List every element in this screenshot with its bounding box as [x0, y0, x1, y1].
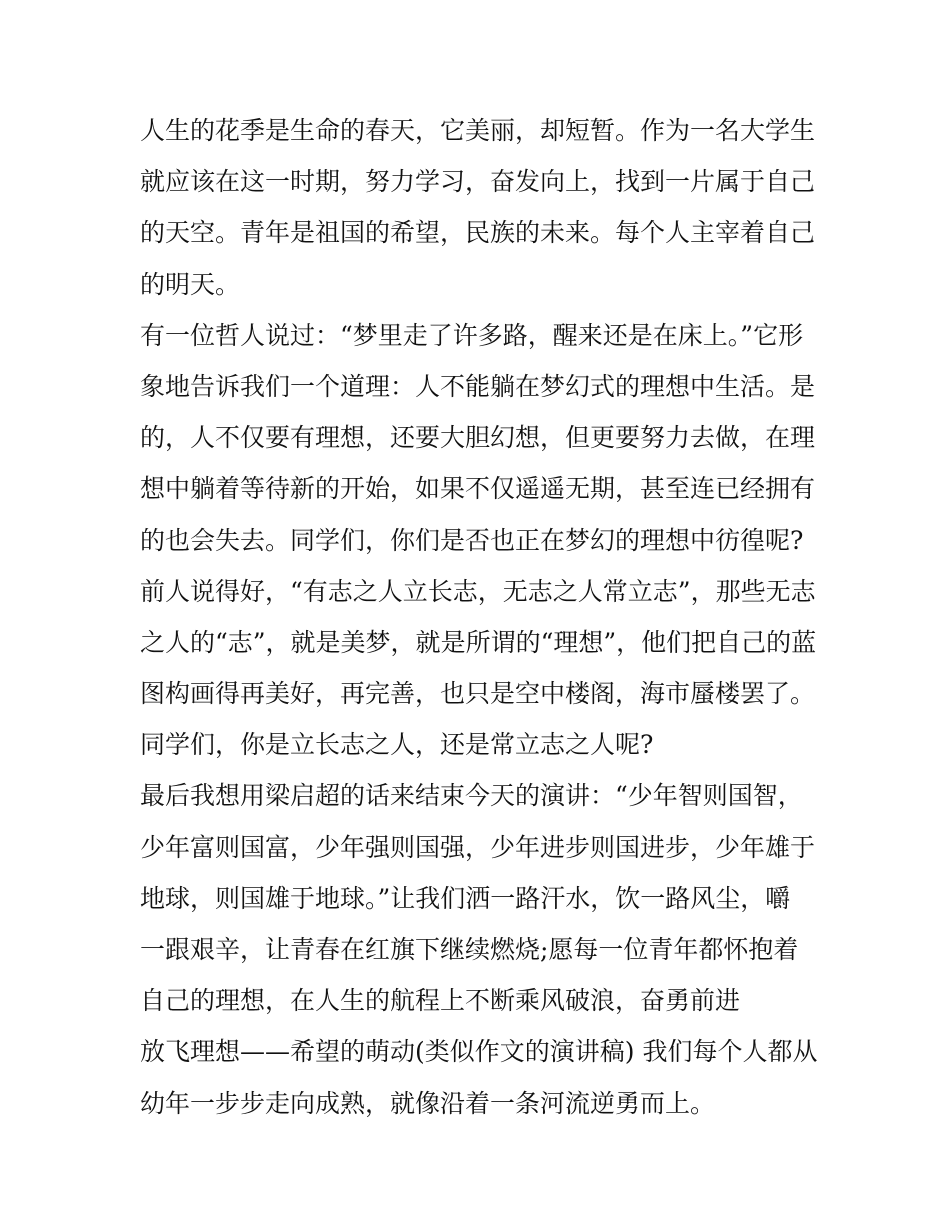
text-line: 的天空。青年是祖国的希望，民族的未来。每个人主宰着自己 [140, 218, 816, 248]
text-line: 放飞理想——希望的萌动(类似作文的演讲稿) 我们每个人都从 [140, 1037, 818, 1067]
text-line: 幼年一步步走向成熟，就像沿着一条河流逆勇而上。 [140, 1088, 716, 1118]
text-line: 的明天。 [140, 269, 241, 299]
text-line: 地球，则国雄于地球。”让我们洒一路汗水，饮一路风尘，嚼 [140, 883, 791, 913]
text-line: 自己的理想，在人生的航程上不断乘风破浪，奋勇前进 [140, 986, 741, 1016]
text-line: 有一位哲人说过：“梦里走了许多路，醒来还是在床上。”它形 [140, 320, 804, 350]
text-line: 人生的花季是生命的春天，它美丽，却短暂。作为一名大学生 [140, 116, 816, 145]
text-line: 少年富则国富，少年强则国强，少年进步则国进步，少年雄于 [140, 832, 816, 862]
text-line: 同学们，你是立长志之人，还是常立志之人呢? [140, 730, 654, 760]
text-line: 象地告诉我们一个道理：人不能躺在梦幻式的理想中生活。是 [140, 371, 816, 401]
text-line: 最后我想用梁启超的话来结束今天的演讲：“少年智则国智， [140, 781, 803, 811]
text-line: 一跟艰辛，让青春在红旗下继续燃烧;愿每一位青年都怀抱着 [140, 935, 799, 964]
text-line: 图构画得再美好，再完善，也只是空中楼阁，海市蜃楼罢了。 [140, 679, 816, 709]
text-line: 之人的“志”，就是美梦，就是所谓的“理想”，他们把自己的蓝 [140, 627, 817, 657]
text-line: 就应该在这一时期，努力学习，奋发向上，找到一片属于自己 [140, 167, 816, 197]
text-line: 前人说得好，“有志之人立长志，无志之人常立志”，那些无志 [140, 576, 816, 606]
text-line: 想中躺着等待新的开始，如果不仅遥遥无期，甚至连已经拥有 [140, 474, 816, 504]
text-line: 的，人不仅要有理想，还要大胆幻想，但更要努力去做，在理 [140, 423, 816, 453]
text-line: 的也会失去。同学们，你们是否也正在梦幻的理想中彷徨呢? [140, 525, 804, 555]
body-text [140, 105, 840, 1129]
